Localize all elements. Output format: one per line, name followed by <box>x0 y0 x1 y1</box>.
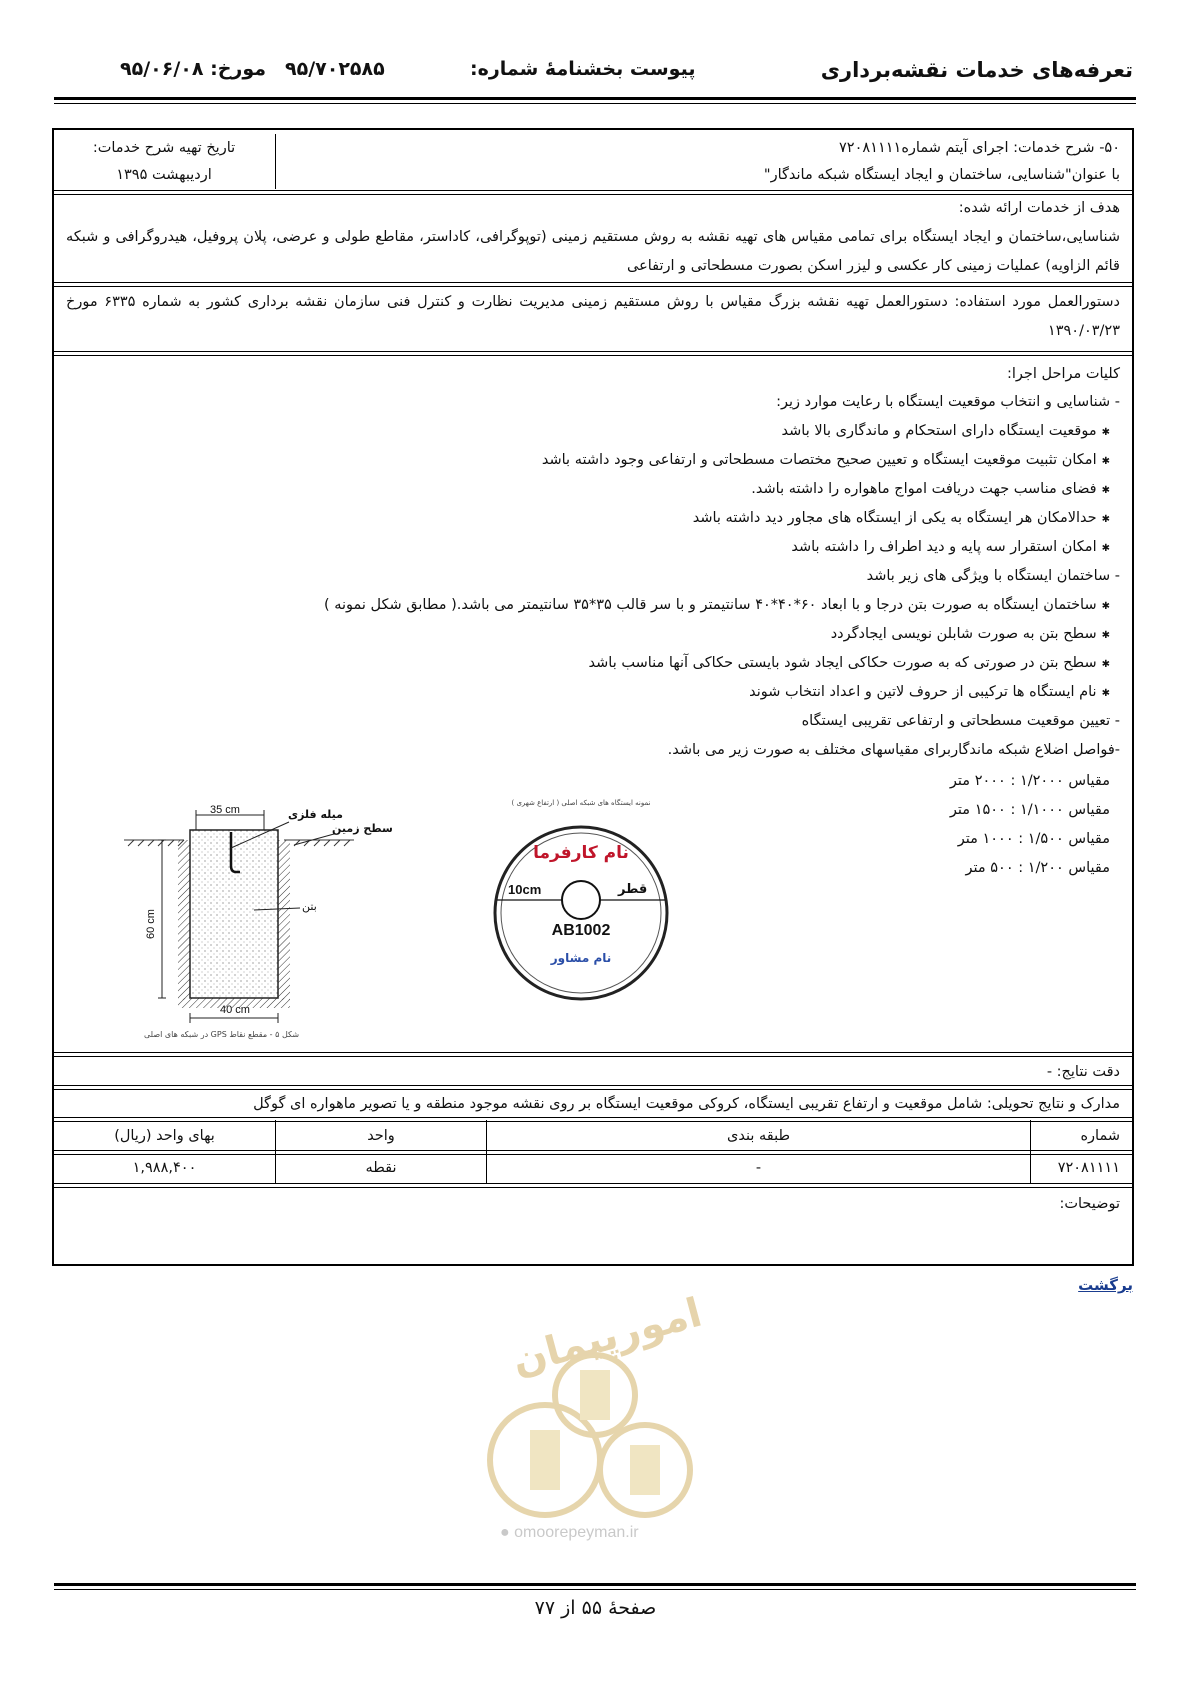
scale-line: مقیاس ۱/۵۰۰ : ۱۰۰۰ متر <box>957 831 1110 847</box>
attachment-number: ۹۵/۷۰۲۵۸۵ <box>285 58 385 80</box>
header-rule-thin <box>54 103 1136 104</box>
deliverables-text: مدارک و نتایج تحویلی: شامل موقعیت و ارتفاع تقریبی ایستگاه، کروکی موقعیت ایستگاه بر روی نقشه موجود منطقه و یا تصویر ماهواره ای گوگل <box>253 1096 1120 1112</box>
document-title: تعرفه‌های خدمات نقشه‌برداری <box>820 58 1133 82</box>
attachment-label: پیوست بخشنامهٔ شماره: <box>470 58 696 80</box>
step-bullet: ✱ حدالامکان هر ایستگاه به یکی از ایستگاه های مجاور دید داشته باشد <box>693 504 1110 534</box>
contractor-name: نام مشاور <box>550 951 612 965</box>
page-number: صفحهٔ ۵۵ از ۷۷ <box>534 1597 657 1619</box>
rod-label: میله فلزی <box>288 808 343 821</box>
diameter-word: قطر <box>618 882 648 897</box>
watermark-logo <box>460 1289 720 1550</box>
date-value: ۹۵/۰۶/۰۸ <box>120 58 204 80</box>
diameter-label: 10cm <box>508 882 542 897</box>
header-rule-thick <box>54 97 1136 100</box>
unit-header: واحد <box>367 1128 395 1144</box>
divider <box>275 134 276 189</box>
goal-heading: هدف از خدمات ارائه شده: <box>958 200 1120 216</box>
unit-value: نقطه <box>365 1160 397 1176</box>
back-link[interactable]: برگشت <box>1078 1276 1133 1294</box>
divider <box>54 282 1132 287</box>
steps-heading: کلیات مراحل اجرا: <box>1006 366 1120 382</box>
scale-line: مقیاس ۱/۲۰۰ : ۵۰۰ متر <box>965 860 1110 876</box>
divider <box>54 351 1132 356</box>
step-line: - ساختمان ایستگاه با ویژگی های زیر باشد <box>866 568 1120 584</box>
service-sheet-table <box>52 128 1134 1266</box>
ground-surface-label: سطح زمین <box>332 822 393 835</box>
category-header: طبقه بندی <box>726 1128 790 1144</box>
number-header: شماره <box>1080 1128 1120 1144</box>
prep-date-value: اردیبهشت ۱۳۹۵ <box>116 167 212 183</box>
footer-rule-thin <box>54 1589 1136 1590</box>
step-bullet: ✱ امکان تثبیت موقعیت ایستگاه و تعیین صحیح مختصات مسطحاتی و ارتفاعی وجود داشته باشد <box>542 446 1110 476</box>
station-code: AB1002 <box>551 922 611 939</box>
width-dimension-label: 35 cm <box>210 804 240 816</box>
step-bullet: ✱ ساختمان ایستگاه به صورت بتن درجا و با ابعاد ۶۰*۴۰*۴۰ سانتیمتر و با سر قالب ۳۵*۳۵ سانتیمتر می باشد.( مطابق شکل نمونه ) <box>324 591 1110 621</box>
scale-line: مقیاس ۱/۲۰۰۰ : ۲۰۰۰ متر <box>949 773 1110 789</box>
circular-date <box>120 58 266 80</box>
accuracy-text: دقت نتایج: - <box>1046 1064 1120 1080</box>
cross-section-drawing <box>114 800 494 1050</box>
concrete-label: بتن <box>302 900 317 913</box>
client-name: نام کارفرما <box>533 843 629 863</box>
price-header: بهای واحد (ریال) <box>114 1128 215 1144</box>
footer-rule-thick <box>54 1583 1136 1586</box>
service-title-line1: ۵۰- شرح خدمات: اجرای آیتم شماره۷۲۰۸۱۱۱۱ <box>839 140 1120 156</box>
depth-dimension-label: 60 cm <box>144 909 157 939</box>
step-line: -فواصل اضلاع شبکه ماندگاربرای مقیاسهای مختلف به صورت زیر می باشد. <box>667 742 1120 758</box>
category-value: - <box>755 1160 762 1176</box>
scale-line: مقیاس ۱/۱۰۰۰ : ۱۵۰۰ متر <box>949 802 1110 818</box>
watermark-url: ● omoorepeyman.ir <box>500 1524 639 1541</box>
bottom-dimension-label: 40 cm <box>220 1004 250 1016</box>
service-title-line2: با عنوان"شناسایی، ساختمان و ایجاد ایستگاه شبکه ماندگار" <box>763 167 1120 183</box>
step-bullet: ✱ سطح بتن در صورتی که به صورت حکاکی ایجاد شود بایستی حکاکی آنها مناسب باشد <box>589 649 1110 679</box>
globe-icon: ● <box>500 1524 510 1541</box>
plate-top-caption: نمونه ایستگاه های شبکه اصلی ( ارتفاع شهری ) <box>511 799 651 807</box>
step-bullet: ✱ فضای مناسب جهت دریافت امواج ماهواره را داشته باشد. <box>751 475 1110 505</box>
step-bullet: ✱ امکان استقرار سه پایه و دید اطراف را داشته باشد <box>791 533 1110 563</box>
instruction-text: دستورالعمل مورد استفاده: دستورالعمل تهیه نقشه بزرگ مقیاس با روش مستقیم زمینی مدیریت نظارت و کنترل فنی سازمان نقشه برداری کشور به شماره ۶۳۳۵ مورخ ۱۳۹۰/۰۳/۲۳ <box>66 294 1120 339</box>
station-plate-figure <box>486 795 676 1025</box>
prep-date-label: تاریخ تهیه شرح خدمات: <box>92 140 236 156</box>
step-line: - شناسایی و انتخاب موقعیت ایستگاه با رعایت موارد زیر: <box>776 394 1120 410</box>
station-cross-section-figure <box>114 800 494 1050</box>
notes-label: توضیحات: <box>1059 1196 1120 1212</box>
watermark-text: امورپیمان <box>507 1289 707 1385</box>
divider <box>54 1052 1132 1057</box>
step-bullet: ✱ سطح بتن به صورت شابلن نویسی ایجادگردد <box>831 620 1110 650</box>
step-bullet: ✱ نام ایستگاه ها ترکیبی از حروف لاتین و اعداد انتخاب شوند <box>749 678 1110 708</box>
divider <box>54 1183 1132 1188</box>
figure-caption: شکل ۵ - مقطع نقاط GPS در شبکه های اصلی <box>144 1030 300 1039</box>
item-number-value: ۷۲۰۸۱۱۱۱ <box>1057 1160 1120 1176</box>
goal-text: شناسایی،ساختمان و ایجاد ایستگاه برای تمامی مقیاس های تهیه نقشه به روش مستقیم زمینی (توپوگرافی، کاداستر، مقاطع طولی و عرضی، پلان پروفیل، هیدروگرافی و شبکه قائم الزاویه) عملیات زمینی کار عکسی و لیزر اسکن بصورت مسطحاتی و ارتفاعی <box>66 229 1120 274</box>
step-line: - تعیین موقعیت مسطحاتی و ارتفاعی تقریبی ایستگاه <box>801 713 1120 729</box>
date-label: مورخ: <box>210 58 266 80</box>
step-bullet: ✱ موقعیت ایستگاه دارای استحکام و ماندگاری بالا باشد <box>782 417 1110 447</box>
price-value: ۱,۹۸۸,۴۰۰ <box>132 1160 197 1176</box>
